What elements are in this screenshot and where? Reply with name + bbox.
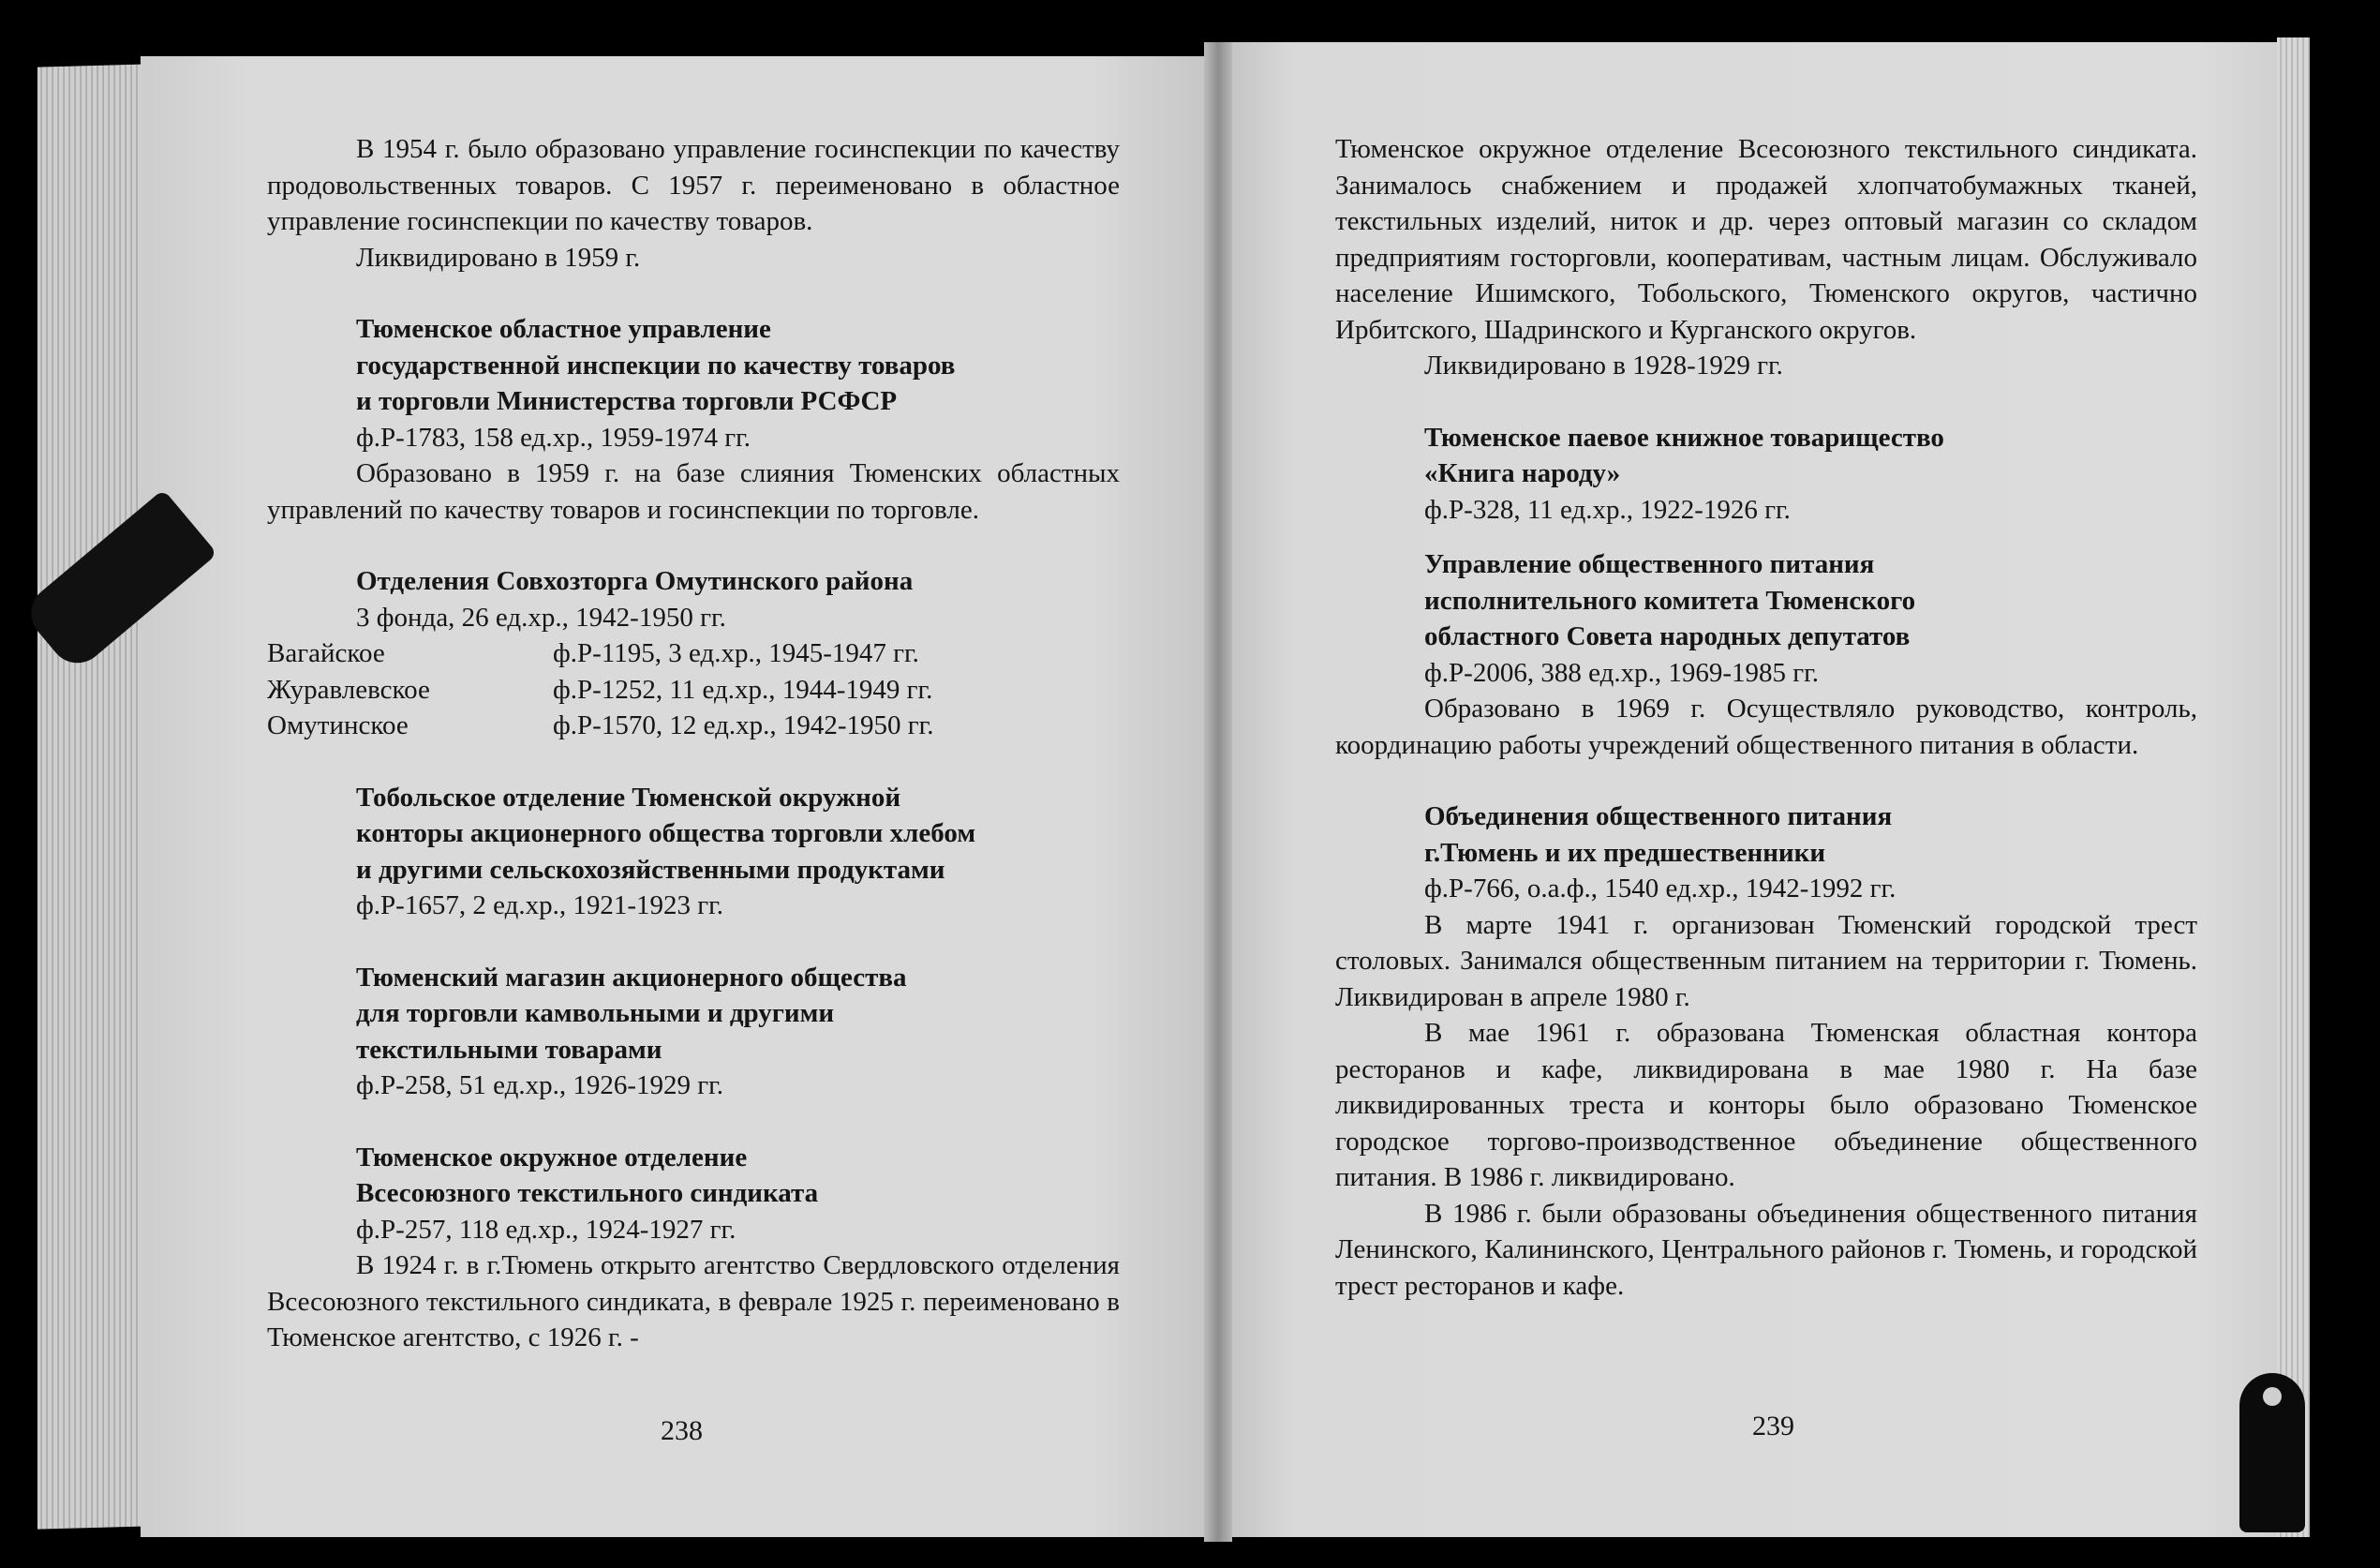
branch-name: Журавлевское bbox=[267, 674, 430, 705]
book-gutter bbox=[1204, 42, 1232, 1542]
heading-line: «Книга народу» bbox=[1424, 458, 1621, 488]
heading-line: Тюменское окружное отделение bbox=[356, 1142, 748, 1172]
heading bbox=[267, 311, 1120, 420]
paragraph: В мае 1961 г. образована Тюменская областная контора ресторанов и кафе, ликвидирована в мае 1980 г. На базе ликвидированных треста и конторы было образовано Тюменское городское торгово-производственное объединение общественного питания. В 1986 г. ликвидировано. bbox=[1335, 1018, 2197, 1192]
right-page-text bbox=[1335, 131, 2197, 1304]
paragraph: Тюменское окружное отделение Всесоюзного текстильного синдиката. Занималось снабжением и продажей хлопчатобумажных тканей, текстильных изделий, ниток и др. через оптовый магазин со складом предприятиям госторговли, кооперативам, частным лицам. Обслуживало население Ишимского, Тобольского, Тюменского округов, частично Ирбитского, Шадринского и Курганского округов. bbox=[1335, 134, 2197, 345]
left-page-edges bbox=[37, 64, 150, 1529]
heading-line: и торговли Министерства торговли РСФСР bbox=[356, 386, 898, 416]
fund-reference: ф.Р-2006, 388 ед.хр., 1969-1985 гг. bbox=[1424, 657, 1819, 688]
fund-reference: ф.Р-257, 118 ед.хр., 1924-1927 гг. bbox=[356, 1214, 736, 1245]
paragraph-end: Ликвидировано в 1928-1929 гг. bbox=[1424, 351, 1783, 381]
paragraph: Образовано в 1969 г. Осуществляло руководство, контроль, координацию работы учреждений общественного питания в области. bbox=[1335, 694, 2197, 760]
heading bbox=[1335, 546, 2197, 655]
heading-line: и другими сельскохозяйственными продуктами bbox=[356, 854, 945, 885]
paragraph: Образовано в 1959 г. на базе слияния Тюменских областных управлений по качеству товаров и госинспекции по торговле. bbox=[267, 458, 1120, 525]
heading-line: г.Тюмень и их предшественники bbox=[1424, 837, 1826, 868]
fund-reference: ф.Р-1657, 2 ед.хр., 1921-1923 гг. bbox=[356, 890, 723, 920]
heading-line: государственной инспекции по качеству товаров bbox=[356, 350, 956, 381]
branch-fund: ф.Р-1195, 3 ед.хр., 1945-1947 гг. bbox=[553, 638, 919, 668]
branch-fund: ф.Р-1252, 11 ед.хр., 1944-1949 гг. bbox=[553, 674, 933, 705]
paragraph: В 1954 г. было образовано управление госинспекции по качеству продовольственных товаров. С 1957 г. переименовано в областное управление госинспекции по качеству товаров. bbox=[267, 134, 1120, 236]
paragraph: В 1986 г. были образованы объединения общественного питания Ленинского, Калининского, Центрального районов г. Тюмень, и городской трест ресторанов и кафе. bbox=[1335, 1198, 2197, 1301]
fund-reference: ф.Р-766, о.а.ф., 1540 ед.хр., 1942-1992 гг. bbox=[1424, 874, 1897, 903]
list-item bbox=[267, 672, 1120, 709]
list-item bbox=[267, 708, 1120, 744]
branch-name: Омутинское bbox=[267, 710, 409, 740]
page-clip-hole bbox=[2263, 1387, 2282, 1406]
list-item bbox=[267, 635, 1120, 672]
heading bbox=[267, 1140, 1120, 1212]
heading-line: Тобольское отделение Тюменской окружной bbox=[356, 782, 901, 813]
heading-line: Тюменское паевое книжное товарищество bbox=[1424, 422, 1944, 453]
heading bbox=[1335, 420, 2197, 492]
heading-line: Тюменский магазин акционерного общества bbox=[356, 962, 907, 993]
paragraph: В 1924 г. в г.Тюмень открыто агентство Свердловского отделения Всесоюзного текстильного синдиката, в феврале 1925 г. переименовано в Тюменское агентство, с 1926 г. - bbox=[267, 1250, 1120, 1352]
heading bbox=[1335, 799, 2197, 871]
heading bbox=[267, 960, 1120, 1068]
page-number-left: 238 bbox=[661, 1415, 703, 1446]
left-page-text bbox=[267, 131, 1120, 1356]
branch-list bbox=[267, 635, 1120, 744]
fund-reference: ф.Р-258, 51 ед.хр., 1926-1929 гг. bbox=[356, 1070, 723, 1100]
fund-reference: ф.Р-328, 11 ед.хр., 1922-1926 гг. bbox=[1424, 494, 1791, 525]
heading-line: Тюменское областное управление bbox=[356, 314, 771, 344]
branch-fund: ф.Р-1570, 12 ед.хр., 1942-1950 гг. bbox=[553, 710, 934, 740]
heading-line: текстильными товарами bbox=[356, 1034, 662, 1065]
right-page-edges bbox=[2277, 37, 2310, 1537]
paragraph: В марте 1941 г. организован Тюменский городской трест столовых. Занимался общественным питанием на территории г. Тюмень. Ликвидирован в апреле 1980 г. bbox=[1335, 909, 2197, 1012]
heading-line: областного Совета народных депутатов bbox=[1424, 621, 1911, 651]
heading-line: Всесоюзного текстильного синдиката bbox=[356, 1178, 819, 1208]
branch-name: Вагайское bbox=[267, 638, 385, 668]
page-number-right: 239 bbox=[1752, 1411, 1794, 1441]
fund-reference: 3 фонда, 26 ед.хр., 1942-1950 гг. bbox=[356, 602, 726, 633]
heading-line: для торговли камвольными и другими bbox=[356, 998, 835, 1028]
heading-line: конторы акционерного общества торговли хлебом bbox=[356, 818, 976, 848]
heading-line: Объединения общественного питания bbox=[1424, 801, 1893, 831]
heading bbox=[267, 780, 1120, 889]
fund-reference: ф.Р-1783, 158 ед.хр., 1959-1974 гг. bbox=[356, 422, 751, 453]
heading: Отделения Совхозторга Омутинского района bbox=[356, 566, 914, 596]
heading-line: Управление общественного питания bbox=[1424, 549, 1875, 579]
paragraph-end: Ликвидировано в 1959 г. bbox=[356, 242, 641, 273]
heading-line: исполнительного комитета Тюменского bbox=[1424, 585, 1916, 616]
